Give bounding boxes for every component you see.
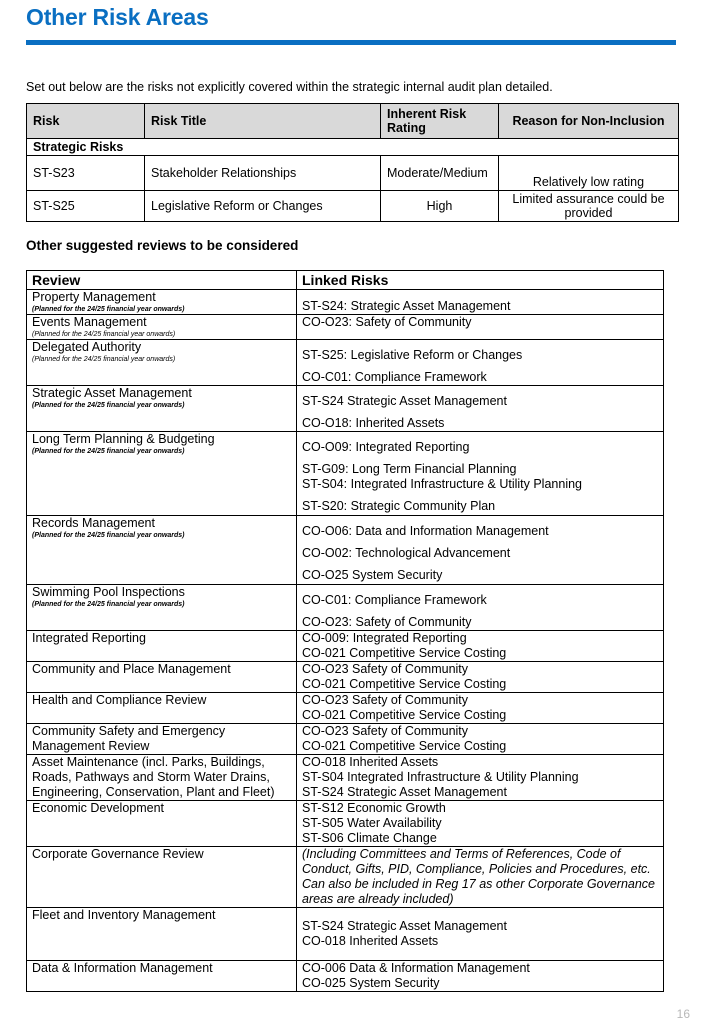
linked-risk: CO-018 Inherited Assets: [302, 934, 439, 948]
table-row: [27, 315, 664, 340]
review-note: (Planned for the 24/25 financial year onwards): [32, 532, 185, 539]
linked-risk: CO-O23 Safety of Community: [302, 662, 469, 676]
review-note: (Planned for the 24/25 financial year onwards): [32, 601, 185, 608]
table-row: [27, 961, 664, 992]
review-name: Health and Compliance Review: [27, 693, 297, 724]
linked-risk: ST-S04 Integrated Infrastructure & Utility Planning: [302, 770, 579, 784]
review-name: Corporate Governance Review: [27, 847, 297, 908]
review-note: (Planned for the 24/25 financial year onwards): [32, 356, 176, 363]
review-name: Community and Place Management: [27, 662, 297, 693]
table-row: [27, 693, 664, 724]
suggested-reviews-heading: Other suggested reviews to be considered: [26, 238, 299, 253]
linked-risk: CO-006 Data & Information Management: [302, 961, 530, 975]
linked-risk: ST-S24 Strategic Asset Management: [302, 785, 507, 799]
non-inclusion-reason: Limited assurance could be provided: [499, 191, 679, 222]
linked-risk: ST-S24: Strategic Asset Management: [302, 299, 511, 313]
risk-id: ST-S23: [27, 156, 145, 191]
review-name: Economic Development: [27, 801, 297, 847]
linked-risk: CO-018 Inherited Assets: [302, 755, 439, 769]
table-row: [27, 340, 664, 386]
review-name: Integrated Reporting: [27, 631, 297, 662]
linked-risk: CO-O23: Safety of Community: [302, 615, 472, 629]
linked-risk: CO-021 Competitive Service Costing: [302, 739, 507, 753]
section-strategic-risks: Strategic Risks: [27, 139, 679, 156]
table-row: [27, 585, 664, 631]
linked-risk: CO-O25 System Security: [302, 568, 443, 582]
linked-risk: CO-O09: Integrated Reporting: [302, 440, 470, 454]
linked-risk: ST-S12 Economic Growth: [302, 801, 446, 815]
linked-risk: ST-S24 Strategic Asset Management: [302, 919, 507, 933]
linked-risk: CO-021 Competitive Service Costing: [302, 677, 507, 691]
table-row: [27, 908, 664, 961]
linked-risk: ST-S25: Legislative Reform or Changes: [302, 348, 523, 362]
risk-title: Stakeholder Relationships: [145, 156, 381, 191]
page-number: 16: [676, 1007, 690, 1021]
review-note: (Planned for the 24/25 financial year onwards): [32, 448, 185, 455]
linked-risk: CO-C01: Compliance Framework: [302, 593, 487, 607]
header-review: Review: [27, 271, 297, 290]
header-reason-for-non-inclusion: Reason for Non-Inclusion: [499, 104, 679, 139]
table-row: [27, 432, 664, 516]
header-risk: Risk: [27, 104, 145, 139]
title-rule: [26, 40, 676, 45]
linked-risk: ST-S20: Strategic Community Plan: [302, 499, 496, 513]
risk-rating: High: [381, 191, 499, 222]
review-name: Long Term Planning & Budgeting: [32, 432, 215, 446]
linked-risk: ST-S24 Strategic Asset Management: [302, 394, 507, 408]
review-name: Fleet and Inventory Management: [27, 908, 297, 961]
table-row: [27, 662, 664, 693]
table-row: [27, 724, 664, 755]
linked-risk: CO-021 Competitive Service Costing: [302, 708, 507, 722]
review-name: Data & Information Management: [27, 961, 297, 992]
table-row: [27, 847, 664, 908]
review-name: Asset Maintenance (incl. Parks, Buildings, Roads, Pathways and Storm Water Drains, Engineering, Conservation, Plant and Fleet): [27, 755, 297, 801]
header-linked-risks: Linked Risks: [297, 271, 664, 290]
risk-id: ST-S25: [27, 191, 145, 222]
review-name: Community Safety and Emergency Management Review: [27, 724, 297, 755]
linked-risk: CO-O18: Inherited Assets: [302, 416, 445, 430]
linked-risk: CO-009: Integrated Reporting: [302, 631, 467, 645]
header-inherent-risk-rating: Inherent Risk Rating: [381, 104, 499, 139]
linked-risk: CO-O23 Safety of Community: [302, 693, 469, 707]
header-risk-title: Risk Title: [145, 104, 381, 139]
risk-rating: Moderate/Medium: [381, 156, 499, 191]
review-note: (Planned for the 24/25 financial year onwards): [32, 402, 185, 409]
review-name: Records Management: [32, 516, 155, 530]
linked-risk: CO-C01: Compliance Framework: [302, 370, 487, 384]
table-row: [27, 386, 664, 432]
review-name: Delegated Authority: [32, 340, 142, 354]
page-title: Other Risk Areas: [26, 4, 209, 30]
linked-risk: ST-S06 Climate Change: [302, 831, 437, 845]
linked-risk: CO-O23: Safety of Community: [302, 315, 472, 329]
intro-text: Set out below are the risks not explicitly covered within the strategic internal audit plan detailed.: [26, 80, 553, 94]
non-inclusion-reason: Relatively low rating: [499, 156, 679, 191]
linked-risk: ST-S04: Integrated Infrastructure & Utility Planning: [302, 477, 582, 491]
linked-risk: (Including Committees and Terms of References, Code of Conduct, Gifts, PID, Compliance, Policies and Procedures, etc. Can also be included in Reg 17 as other Corporate Governance areas are already included): [297, 847, 664, 908]
linked-risk: CO-O23 Safety of Community: [302, 724, 469, 738]
table-row: [27, 755, 664, 801]
risk-title: Legislative Reform or Changes: [145, 191, 381, 222]
review-name: Strategic Asset Management: [32, 386, 192, 400]
non-included-risks-table: [26, 103, 679, 222]
linked-risk: ST-S05 Water Availability: [302, 816, 442, 830]
table-row: [27, 801, 664, 847]
table-row: [27, 631, 664, 662]
review-note: (Planned for the 24/25 financial year onwards): [32, 331, 176, 338]
table-row: [27, 191, 679, 222]
review-name: Swimming Pool Inspections: [32, 585, 185, 599]
linked-risk: CO-025 System Security: [302, 976, 440, 990]
suggested-reviews-table: [26, 270, 664, 992]
review-name: Events Management: [32, 315, 147, 329]
review-note: (Planned for the 24/25 financial year onwards): [32, 306, 185, 313]
linked-risk: ST-G09: Long Term Financial Planning: [302, 462, 517, 476]
table-row: [27, 156, 679, 191]
linked-risk: CO-021 Competitive Service Costing: [302, 646, 507, 660]
linked-risk: CO-O02: Technological Advancement: [302, 546, 511, 560]
linked-risk: CO-O06: Data and Information Management: [302, 524, 549, 538]
table-row: [27, 516, 664, 585]
review-name: Property Management: [32, 290, 156, 304]
table-row: [27, 290, 664, 315]
